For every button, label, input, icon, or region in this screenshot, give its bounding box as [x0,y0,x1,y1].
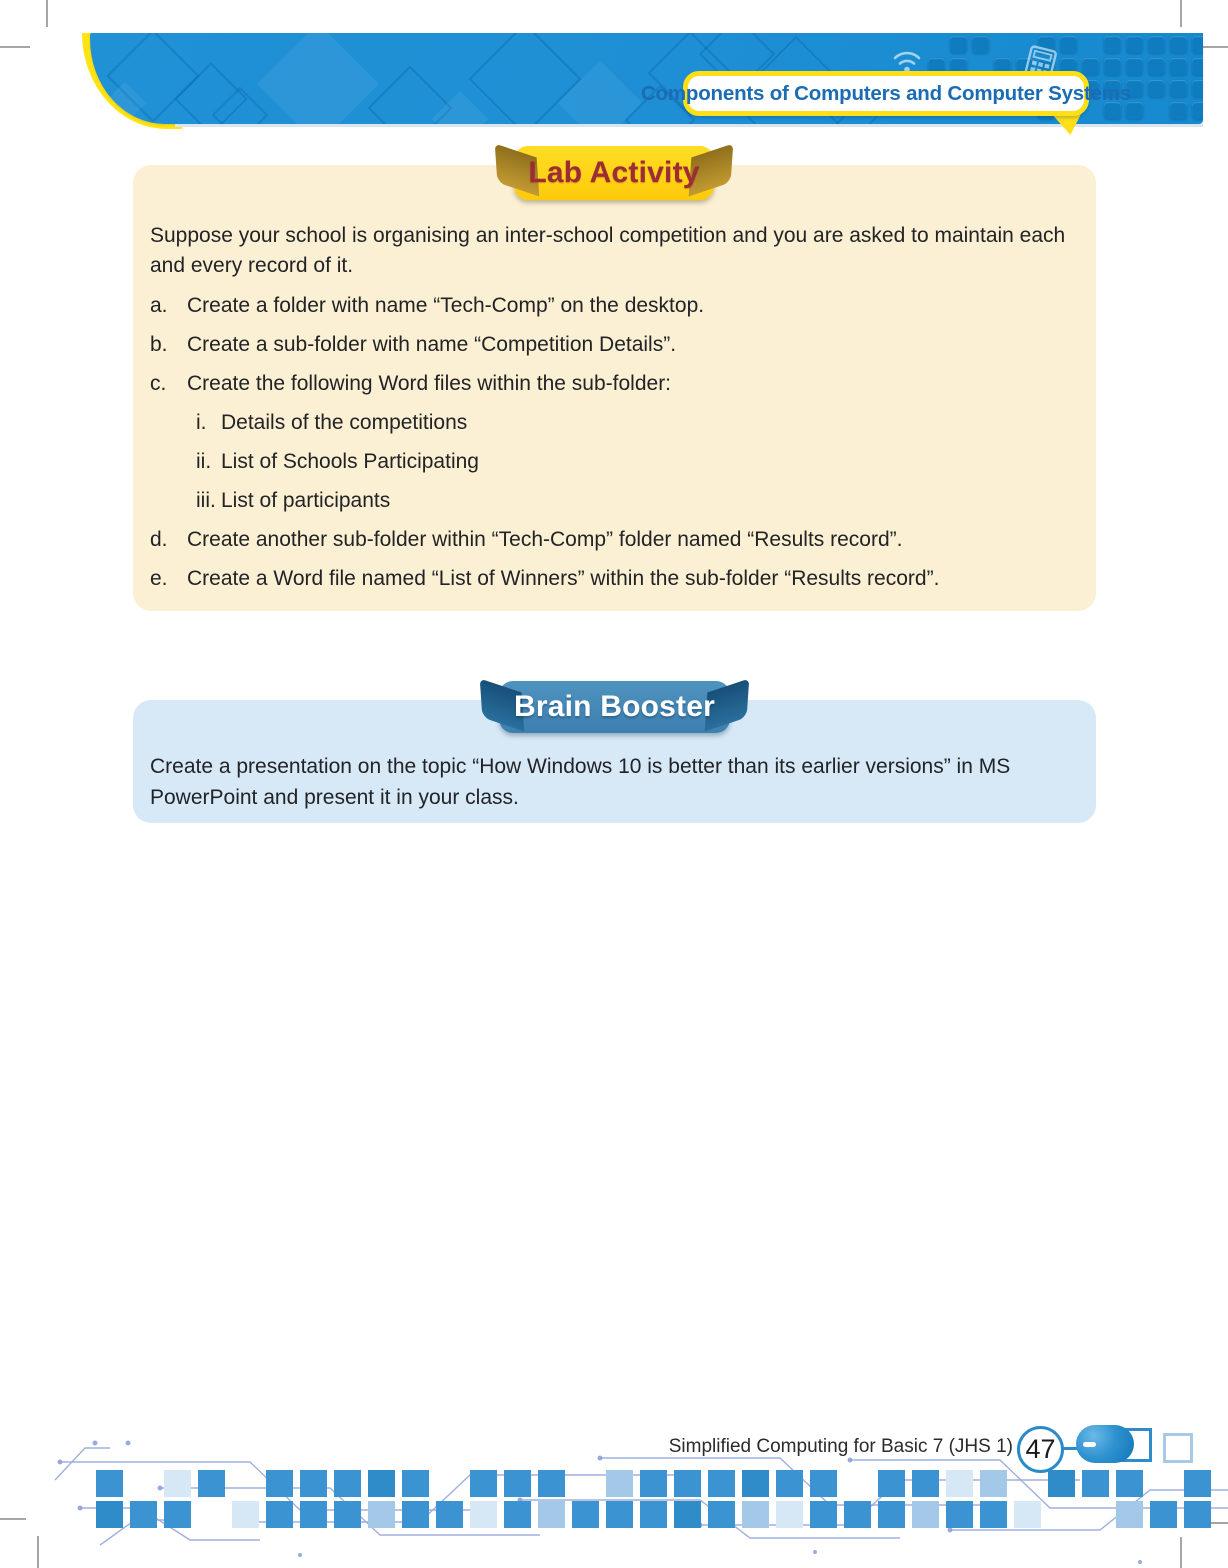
lab-activity-panel [133,165,1096,611]
sublist-item-label: ii. [196,450,212,473]
sublist-item [196,409,1082,437]
list-item-label: e. [150,567,168,590]
sublist-item-text: Details of the competitions [221,411,468,434]
mosaic-square [1184,1501,1211,1528]
list-item [150,526,1082,554]
mosaic-square [1014,1501,1041,1528]
mosaic-square [334,1501,361,1528]
page-number: 47 [1025,1434,1056,1464]
mosaic-square [504,1501,531,1528]
mosaic-square [538,1470,565,1497]
mosaic-square [1082,1470,1109,1497]
mosaic-square [878,1470,905,1497]
keyboard-key [1170,36,1187,53]
keyboard-key [972,36,989,53]
mosaic-square [640,1501,667,1528]
mosaic-square [674,1470,701,1497]
mosaic-square [436,1501,463,1528]
mosaic-square [912,1470,939,1497]
banner-underline [175,124,1203,127]
mosaic-square [980,1501,1007,1528]
brain-booster-text: Create a presentation on the topic “How Windows 10 is better than its earlier versions” in MS PowerPoint and present it in your class. [150,755,1011,809]
mosaic-square [470,1470,497,1497]
sublist-item [196,487,1082,515]
list-item [150,565,1082,593]
mosaic-square [810,1470,837,1497]
mosaic-square [606,1470,633,1497]
keyboard-key [1126,36,1143,53]
lab-activity-badge [514,146,714,200]
list-item-text: Create the following Word files within the sub-folder: [187,372,672,395]
keyboard-key [1170,80,1187,97]
lab-intro-text: Suppose your school is organising an inter-school competition and you are asked to maintain each and every record of it. [150,224,1066,277]
book-title: Simplified Computing for Basic 7 (JHS 1) [668,1436,1013,1457]
mosaic-square [844,1501,871,1528]
keyboard-key [1170,58,1187,75]
page-number-badge [1017,1426,1064,1473]
mosaic-square [980,1470,1007,1497]
mosaic-square [368,1501,395,1528]
list-item-text: Create a Word file named “List of Winners” within the sub-folder “Results record”. [187,567,940,590]
crop-mark [1180,0,1182,27]
keyboard-key [1192,36,1203,53]
list-item [150,331,1082,359]
mosaic-square [402,1470,429,1497]
keyboard-key [1192,80,1203,97]
keyboard-key [1148,36,1165,53]
list-item-text: Create a sub-folder with name “Competition Details”. [187,333,677,356]
mosaic-square [1116,1501,1143,1528]
mosaic-square [164,1501,191,1528]
mosaic-square [300,1470,327,1497]
mosaic-square [708,1470,735,1497]
keyboard-key [1104,58,1121,75]
sublist-item-text: List of participants [221,489,391,512]
mosaic-square [402,1501,429,1528]
lab-activity-badge-label: Lab Activity [528,156,700,189]
sublist [196,409,1082,515]
mosaic-square [96,1501,123,1528]
keyboard-key [1082,58,1099,75]
mosaic-square [878,1501,905,1528]
keyboard-key [1148,80,1165,97]
mosaic-square [1150,1501,1177,1528]
keyboard-key [1192,102,1203,119]
mosaic-square [572,1501,599,1528]
lab-activity-list [150,292,1082,593]
mosaic-square [776,1501,803,1528]
keyboard-key [1170,102,1187,119]
mosaic-square [130,1501,157,1528]
mosaic-square [674,1501,701,1528]
keyboard-key [950,36,967,53]
keyboard-key [1192,58,1203,75]
mosaic-square [232,1501,259,1528]
list-item [150,292,1082,320]
chapter-title: Components of Computers and Computer Systems [640,81,1132,105]
mosaic-square [266,1470,293,1497]
list-item-label: c. [150,372,167,395]
list-item-text: Create a folder with name “Tech-Comp” on the desktop. [187,294,705,317]
mouse-dash [1083,1442,1096,1447]
brain-booster-badge-label: Brain Booster [514,690,715,723]
mosaic-square [334,1470,361,1497]
keyboard-key [1060,36,1077,53]
mosaic-square [266,1501,293,1528]
sublist-item-text: List of Schools Participating [221,450,479,473]
list-item-label: d. [150,528,168,551]
crop-mark [0,46,30,48]
chapter-title-bubble [640,71,1132,116]
list-item-label: b. [150,333,168,356]
keyboard-key [1126,58,1143,75]
keyboard-key [1148,58,1165,75]
sublist-item [196,448,1082,476]
mosaic-square [300,1501,327,1528]
mosaic-square [470,1501,497,1528]
list-item [150,370,1082,398]
mosaic-square [1116,1470,1143,1497]
sublist-item-label: i. [196,411,207,434]
mosaic-square [742,1470,769,1497]
diamond-shape [257,33,379,124]
outline-square [1163,1433,1193,1463]
list-item-text: Create another sub-folder within “Tech-Comp” folder named “Results record”. [187,528,903,551]
mosaic-square [946,1501,973,1528]
list-item-label: a. [150,294,168,317]
mosaic-square [198,1470,225,1497]
mosaic-square [776,1470,803,1497]
mosaic-square [1048,1470,1075,1497]
mosaic-square [504,1470,531,1497]
mosaic-square [708,1501,735,1528]
mosaic-square [368,1470,395,1497]
mosaic-square [538,1501,565,1528]
mosaic-square [946,1470,973,1497]
mosaic-square [96,1470,123,1497]
mosaic-square [1184,1470,1211,1497]
mosaic-square [164,1470,191,1497]
mosaic-square [912,1501,939,1528]
mosaic-square [810,1501,837,1528]
crop-mark [46,0,48,27]
mosaic-square [606,1501,633,1528]
sublist-item-label: iii. [196,489,216,512]
mosaic-square [640,1470,667,1497]
mosaic-square [742,1501,769,1528]
brain-booster-badge [499,681,730,733]
keyboard-key [1104,36,1121,53]
